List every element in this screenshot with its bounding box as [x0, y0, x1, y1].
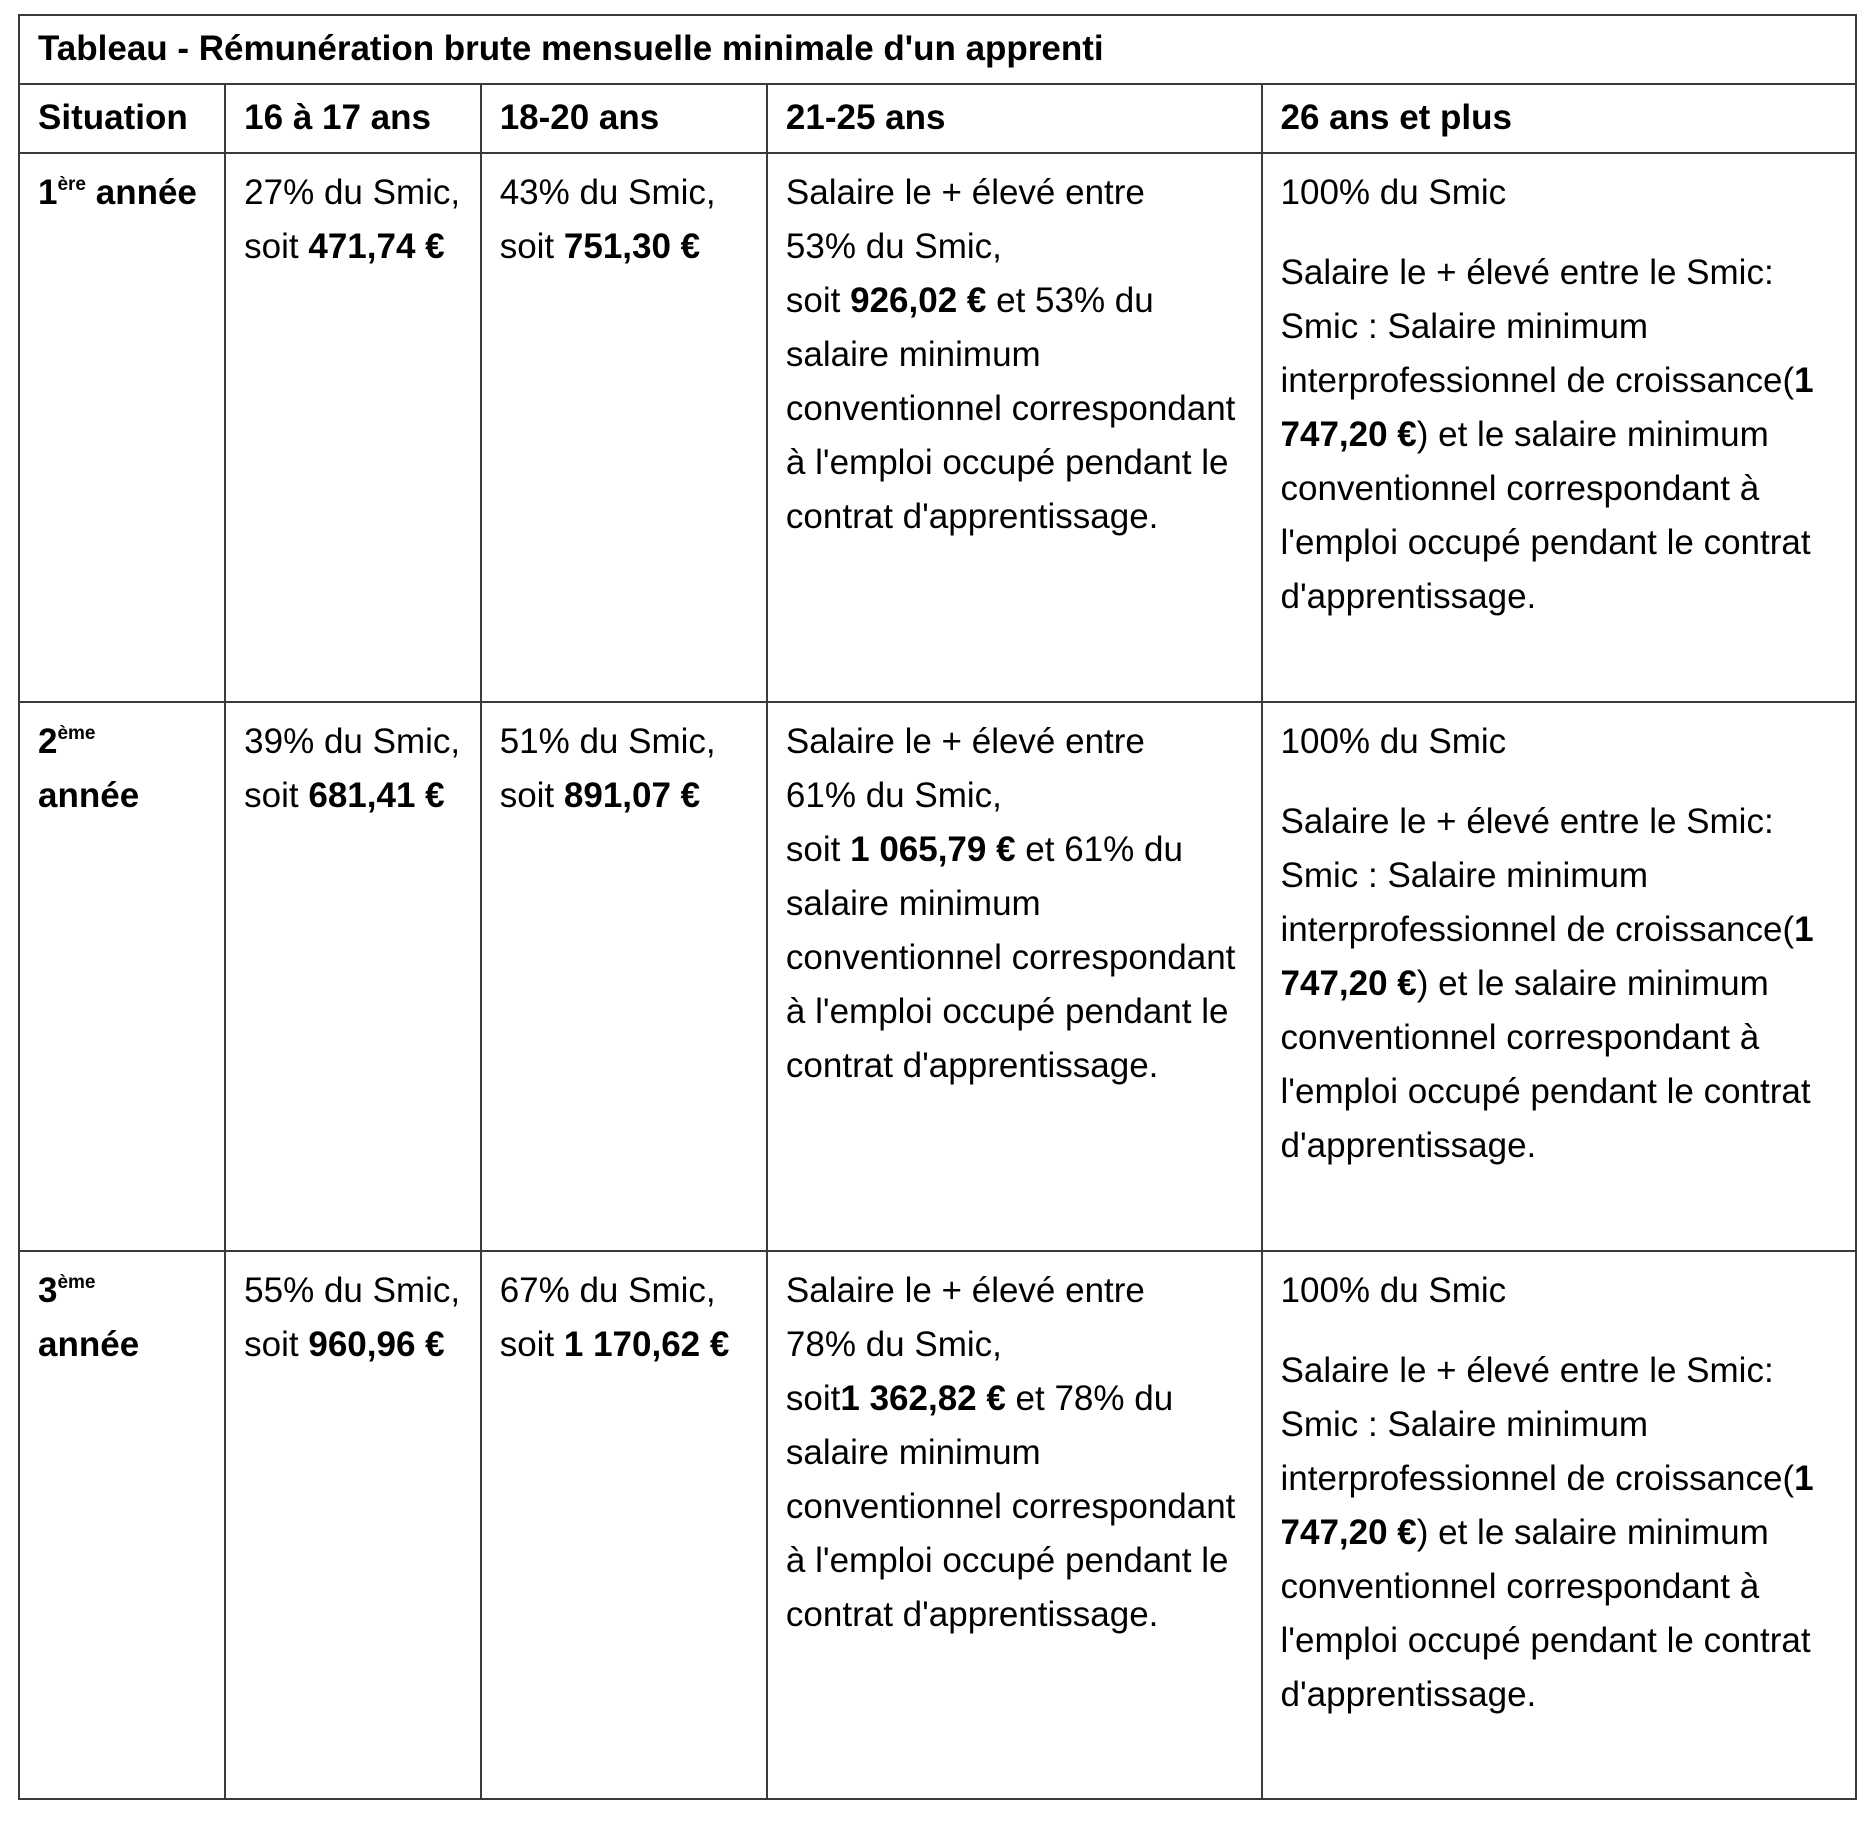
- rate-text: 100% du Smic: [1280, 173, 1507, 212]
- cell-21-25: [767, 1251, 1262, 1799]
- rule-text: Salaire le + élevé entre le Smic: Smic : Salaire minimum interprofessionnel de croissance(: [1280, 1351, 1795, 1498]
- situation-label: [38, 173, 197, 212]
- cell-21-25: [767, 153, 1262, 702]
- cell-16-17: [225, 153, 481, 702]
- soit-text: soit: [244, 1325, 309, 1364]
- year-word: année: [38, 776, 140, 815]
- header-21-25: 21-25 ans: [767, 84, 1262, 153]
- table-row: [19, 153, 1856, 702]
- rule-paragraph: [1281, 1344, 1837, 1722]
- rate-text: 100% du Smic: [1280, 722, 1507, 761]
- rule-detail: et 78% du salaire minimum conventionnel correspondant à l'emploi occupé pendant le contrat d'apprentissage.: [785, 1379, 1236, 1634]
- smic-amount: 1 747,20 €: [1280, 361, 1814, 454]
- rate-text: 67% du Smic,: [499, 1271, 716, 1310]
- rule-text: Salaire le + élevé entre: [785, 173, 1145, 212]
- table-row: [19, 1251, 1856, 1799]
- rule-paragraph: [1281, 795, 1837, 1173]
- soit-text: soit: [244, 776, 309, 815]
- header-16-17: 16 à 17 ans: [225, 84, 481, 153]
- rate-text: 78% du Smic,: [785, 1325, 1002, 1364]
- table-row: [19, 702, 1856, 1251]
- situation-label: [38, 1271, 139, 1364]
- amount: 471,74 €: [308, 227, 445, 266]
- soit-text: soit: [244, 227, 309, 266]
- rate-text: 61% du Smic,: [785, 776, 1002, 815]
- soit-text: soit: [499, 776, 564, 815]
- rate-text: 51% du Smic,: [499, 722, 716, 761]
- amount: 751,30 €: [563, 227, 701, 266]
- situation-label: [38, 722, 139, 815]
- smic-amount: 1 747,20 €: [1280, 910, 1814, 1003]
- cell-16-17: [225, 1251, 481, 1799]
- year-number: 1: [38, 173, 58, 212]
- amount: 926,02 €: [850, 281, 987, 320]
- year-suffix: ère: [57, 174, 86, 195]
- rule-detail: ) et le salaire minimum conventionnel correspondant à l'emploi occupé pendant le contrat d'apprentissage.: [1280, 1513, 1811, 1714]
- rule-detail: et 53% du salaire minimum conventionnel correspondant à l'emploi occupé pendant le contrat d'apprentissage.: [785, 281, 1236, 536]
- cell-16-17: [225, 702, 481, 1251]
- cell-18-20: [481, 153, 767, 702]
- rate-text: 43% du Smic,: [499, 173, 716, 212]
- cell-21-25: [767, 702, 1262, 1251]
- cell-26-plus: [1262, 153, 1856, 702]
- amount: 960,96 €: [308, 1325, 445, 1364]
- header-26-plus: 26 ans et plus: [1262, 84, 1856, 153]
- year-number: 3: [38, 1271, 58, 1310]
- cell-26-plus: [1262, 702, 1856, 1251]
- year-word: année: [38, 1325, 140, 1364]
- table-header-row: [19, 84, 1856, 153]
- situation-cell: [19, 153, 225, 702]
- rate-text: 39% du Smic,: [244, 722, 461, 761]
- soit-text: soit: [785, 1379, 841, 1418]
- situation-cell: [19, 702, 225, 1251]
- rule-text: Salaire le + élevé entre le Smic: Smic : Salaire minimum interprofessionnel de croissance(: [1280, 253, 1795, 400]
- situation-cell: [19, 1251, 225, 1799]
- header-situation: Situation: [19, 84, 225, 153]
- soit-text: soit: [499, 227, 564, 266]
- apprentice-pay-table: [18, 14, 1857, 1800]
- rate-text: 27% du Smic,: [244, 173, 461, 212]
- rule-text: Salaire le + élevé entre: [785, 722, 1145, 761]
- amount: 891,07 €: [563, 776, 701, 815]
- year-number: 2: [38, 722, 58, 761]
- rule-detail: ) et le salaire minimum conventionnel correspondant à l'emploi occupé pendant le contrat d'apprentissage.: [1280, 964, 1811, 1165]
- rule-text: Salaire le + élevé entre: [785, 1271, 1145, 1310]
- smic-amount: 1 747,20 €: [1280, 1459, 1814, 1552]
- cell-26-plus: [1262, 1251, 1856, 1799]
- rate-text: 100% du Smic: [1280, 1271, 1507, 1310]
- table-title: Tableau - Rémunération brute mensuelle minimale d'un apprenti: [19, 15, 1856, 84]
- rule-detail: et 61% du salaire minimum conventionnel correspondant à l'emploi occupé pendant le contrat d'apprentissage.: [785, 830, 1236, 1085]
- amount: 1 170,62 €: [563, 1325, 730, 1364]
- year-suffix: ème: [57, 1272, 96, 1293]
- cell-18-20: [481, 702, 767, 1251]
- rate-text: 55% du Smic,: [244, 1271, 461, 1310]
- amount: 1 065,79 €: [850, 830, 1016, 869]
- year-suffix: ème: [57, 723, 96, 744]
- header-18-20: 18-20 ans: [481, 84, 767, 153]
- amount: 681,41 €: [308, 776, 445, 815]
- rule-text: Salaire le + élevé entre le Smic: Smic : Salaire minimum interprofessionnel de croissance(: [1280, 802, 1795, 949]
- amount: 1 362,82 €: [840, 1379, 1006, 1418]
- rate-text: 53% du Smic,: [785, 227, 1002, 266]
- soit-text: soit: [785, 281, 851, 320]
- cell-18-20: [481, 1251, 767, 1799]
- year-word: année: [86, 173, 197, 212]
- rule-detail: ) et le salaire minimum conventionnel correspondant à l'emploi occupé pendant le contrat d'apprentissage.: [1280, 415, 1811, 616]
- table-title-row: [19, 15, 1856, 84]
- rule-paragraph: [1281, 246, 1837, 624]
- soit-text: soit: [499, 1325, 564, 1364]
- soit-text: soit: [785, 830, 851, 869]
